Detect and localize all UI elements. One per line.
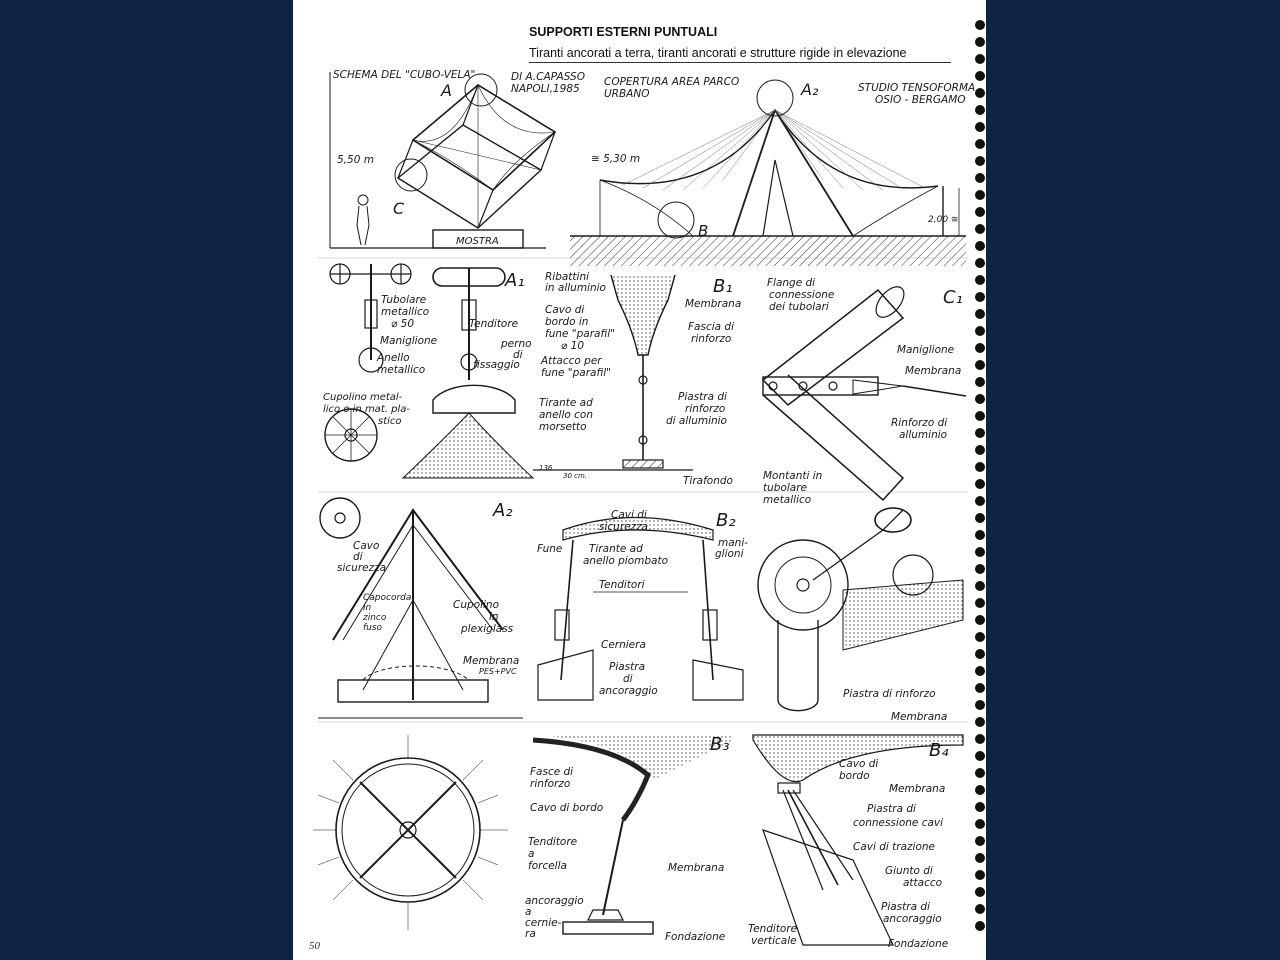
a1-maniglione: Maniglione [380,335,438,347]
a1-cupolino1: Cupolino metal- [323,392,403,403]
copertura-studio2: OSIO - BERGAMO [875,94,966,106]
a1-tenditore: Tenditore [469,318,519,330]
b2-cavi2: sicurezza [599,521,649,533]
b2-tenditori: Tenditori [599,579,645,591]
b2-tirante2: anello piombato [583,555,669,567]
b3-fondazione: Fondazione [665,931,726,943]
c1-membrana2: Membrana [891,711,948,723]
c1-maniglione: Maniglione [897,344,955,356]
c1-montanti3: metallico [763,494,812,506]
b1-piastra3: di alluminio [666,415,727,427]
a2-capocorda2: in [363,603,372,613]
b3-ancoraggio2: a [525,906,532,918]
b4-giunto1: Giunto di [885,865,933,877]
document-page [293,0,986,960]
b4-piastra3: Piastra di [881,901,930,913]
b1-piastra1: Piastra di [678,391,727,403]
b2-piastra3: ancoraggio [599,685,658,697]
b1-attacco1: Attacco per [541,355,602,367]
a2-cupolino1: Cupolino [453,599,499,611]
a1-tubolare1: Tubolare [381,294,427,306]
b4-tenditore1: Tenditore [748,923,798,935]
copertura-heading1: COPERTURA AREA PARCO [604,76,740,88]
detail-round-plan [313,735,508,930]
b2-label: B₂ [716,510,736,531]
b4-cavo2: bordo [839,770,870,782]
copertura-panel [570,80,966,266]
page-subtitle: Tiranti ancorati a terra, tiranti ancorati e strutture rigide in elevazione [529,46,907,60]
b1-fascia1: Fascia di [688,321,734,333]
b1-dim1: 136 [539,464,553,472]
b1-cavo1: Cavo di [545,304,585,316]
cubo-author1: DI A.CAPASSO [511,71,585,83]
b4-fondazione: Fondazione [888,938,949,950]
b2-tirante1: Tirante ad [589,543,643,555]
a1-perno3: fissaggio [473,359,520,371]
a2-capocorda4: fuso [363,623,383,633]
c1-label: C₁ [943,287,963,308]
a2-cupolino3: plexiglass [461,623,514,635]
b1-tirante2: anello con [539,409,593,421]
b1-tirafondo: Tirafondo [683,475,733,487]
a1-perno1: perno [501,338,532,350]
copertura-heading2: URBANO [604,88,650,100]
b3-label: B₃ [710,734,730,755]
a1-tubolare3: ⌀ 50 [391,318,415,330]
b4-membrana: Membrana [889,783,946,795]
b1-ribattini1: Ribattini [545,271,590,283]
b3-tenditore1: Tenditore [528,836,578,848]
b1-fascia2: rinforzo [691,333,732,345]
b4-piastra1: Piastra di [867,803,916,815]
a1-perno2: di [513,349,523,361]
a1-cupolino3: stico [378,416,402,427]
cubo-label-c: C [393,199,405,218]
cubo-author2: NAPOLI,1985 [511,83,580,95]
cubo-heading: SCHEMA DEL "CUBO-VELA" [333,69,476,81]
a2-cupolino2: in [489,611,499,623]
b1-membrana: Membrana [685,298,742,310]
c1-rinforzo1: Rinforzo di [891,417,948,429]
b2-fune: Fune [537,543,563,555]
a2-capocorda3: zinco [363,613,387,623]
b1-tirante1: Tirante ad [539,397,593,409]
cubo-label-a: A [441,81,452,100]
b1-cavo2: bordo in [545,316,589,328]
b3-tenditore3: forcella [528,860,567,872]
b2-maniglioni2: glioni [715,548,744,560]
b3-tenditore2: a [528,848,535,860]
a2-cavo1: Cavo [353,540,380,552]
a2-cavo2: di [353,551,363,563]
b4-piastra2: connessione cavi [853,817,944,829]
b3-fasce2: rinforzo [530,778,571,790]
page-number: 50 [309,940,320,952]
b1-tirante3: morsetto [539,421,587,433]
b4-tenditore2: verticale [751,935,797,947]
a1-cupolino2: lico o in mat. pla- [323,404,410,415]
b4-cavo1: Cavo di [839,758,879,770]
c1-flange2: connessione [769,289,835,301]
a1-anello1: Anello [377,352,410,364]
c1-rinforzo2: alluminio [899,429,948,441]
b3-fasce1: Fasce di [530,766,574,778]
c1-flange3: dei tubolari [769,301,829,313]
copertura-height: ≅ 5,30 m [591,153,641,165]
a2-membrana1: Membrana [463,655,520,667]
b1-cavo4: ⌀ 10 [561,340,585,352]
c1-montanti1: Montanti in [763,470,823,482]
b3-ancoraggio4: ra [525,928,536,940]
spiral-binding [974,20,986,950]
detail-c1 [763,282,966,500]
a1-tubolare2: metallico [381,306,430,318]
copertura-label-a2: A₂ [801,80,819,99]
b1-piastra2: rinforzo [685,403,726,415]
detail-c1-base [758,508,963,711]
b1-ribattini2: in alluminio [545,282,606,294]
technical-drawings [293,0,986,960]
a1-anello2: metallico [377,364,426,376]
c1-flange1: Flange di [767,277,816,289]
b3-ancoraggio3: cernie- [525,917,562,929]
b2-cavi1: Cavi di [611,509,647,521]
cubo-plinth: MOSTRA [456,236,499,247]
a2-membrana2: PES+PVC [479,667,517,676]
a1-label: A₁ [505,270,525,291]
b1-dim2: 30 cm. [563,472,588,480]
b1-attacco2: fune "parafil" [541,367,612,379]
a2-capocorda1: Capocorda [363,593,412,603]
a2-cavo3: sicurezza [337,562,387,574]
a2-label: A₂ [493,500,513,521]
copertura-studio1: STUDIO TENSOFORMA [858,82,976,94]
page-title: SUPPORTI ESTERNI PUNTUALI [529,25,718,39]
b3-ancoraggio1: ancoraggio [525,895,584,907]
b4-giunto2: attacco [903,877,943,889]
c1-montanti2: tubolare [763,482,807,494]
b4-cavi: Cavi di trazione [853,841,935,853]
b4-piastra4: ancoraggio [883,913,942,925]
c1-membrana: Membrana [905,365,962,377]
b1-cavo3: fune "parafil" [545,328,616,340]
detail-a1 [325,264,533,478]
b3-membrana: Membrana [668,862,725,874]
b1-label: B₁ [713,276,733,297]
cubo-height: 5,50 m [337,154,374,166]
b2-piastra1: Piastra [609,661,646,673]
b2-cerniera: Cerniera [601,639,646,651]
c1-piastra: Piastra di rinforzo [843,688,936,700]
b2-piastra2: di [623,673,633,685]
b3-cavo: Cavo di bordo [530,802,604,814]
b2-maniglioni1: mani- [718,537,749,549]
copertura-side-height: 2,00 ≅ [928,215,959,225]
copertura-label-b: B [698,222,709,240]
b4-label: B₄ [929,740,949,761]
